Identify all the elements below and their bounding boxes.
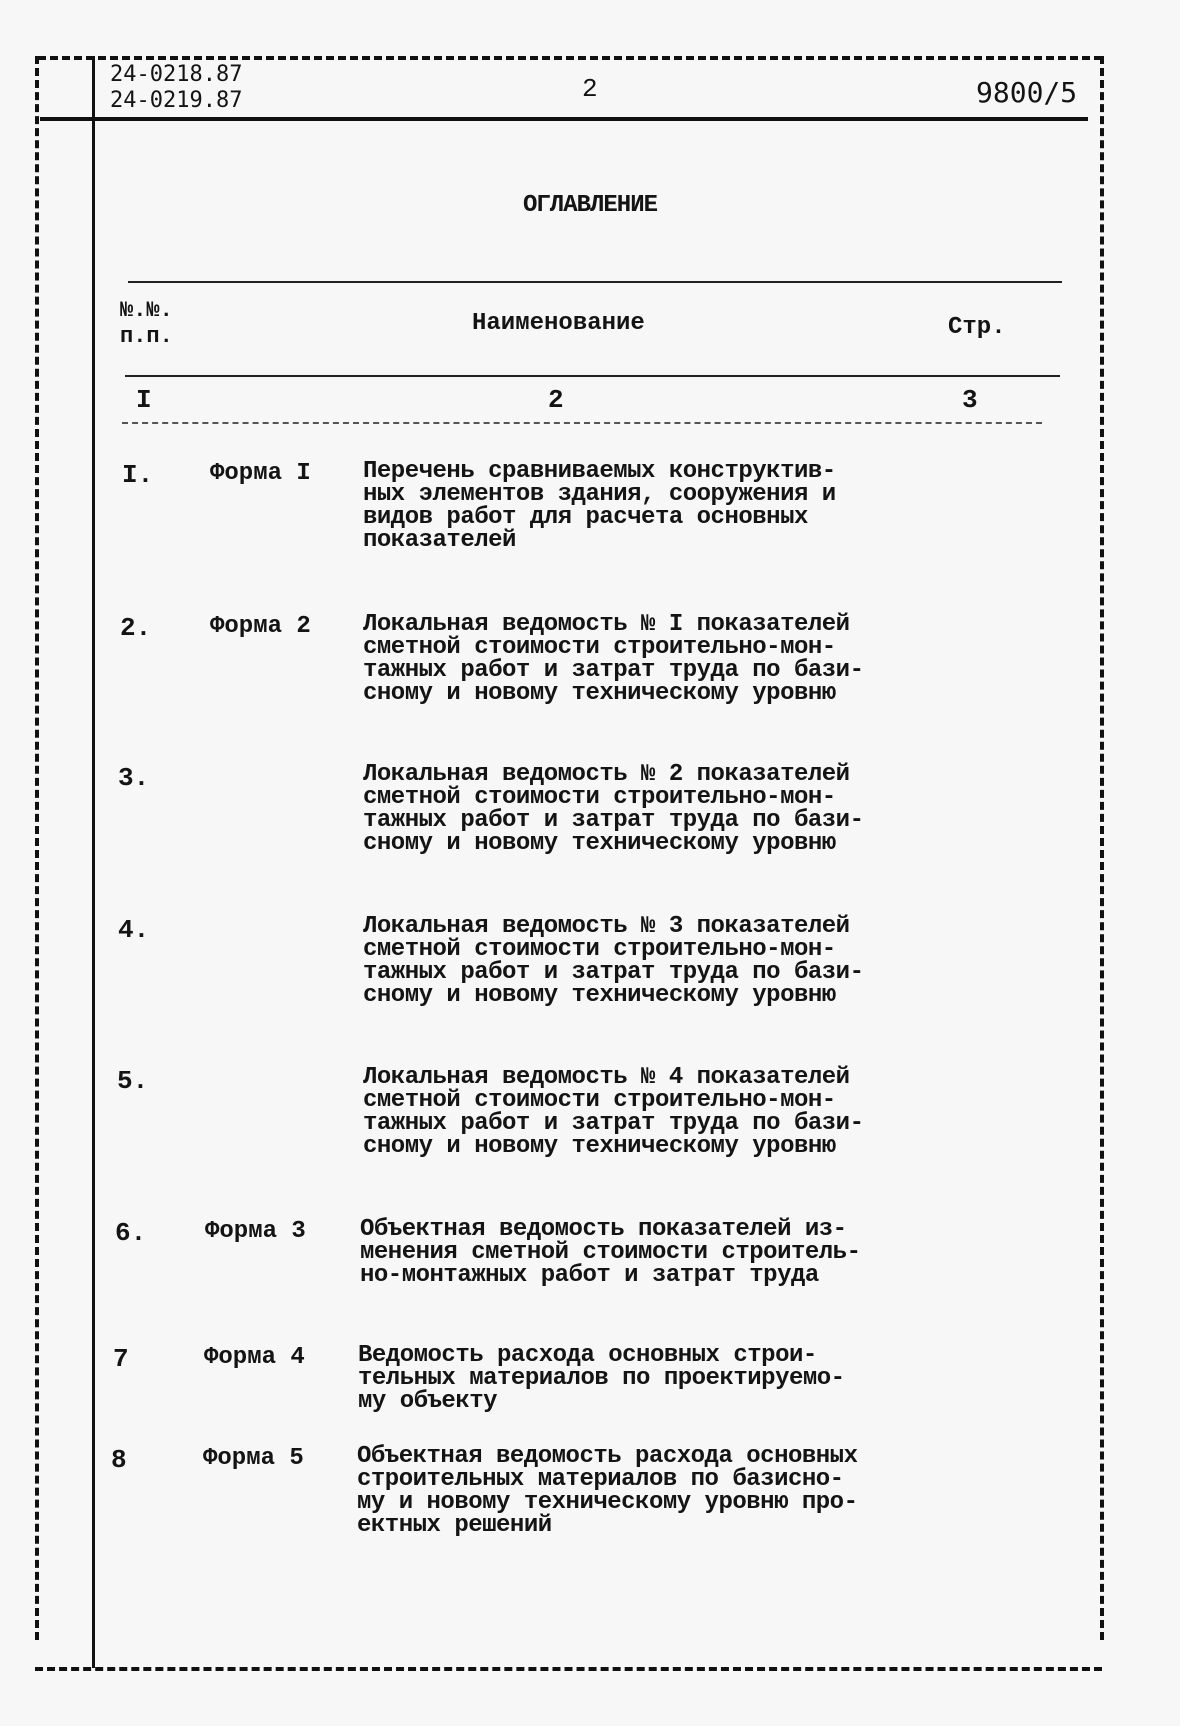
- column-header-number: №.№. п.п.: [120, 298, 173, 349]
- entry-number: 7: [113, 1344, 129, 1374]
- entry-form: Форма I: [210, 460, 311, 487]
- header-rule: [40, 117, 1088, 121]
- document-codes: [110, 62, 242, 114]
- entry-description: Локальная ведомость № 3 показателей сметной стоимости строительно-мон- тажных работ и затрат труда по бази- сному и новому техническому уровню: [363, 913, 864, 1009]
- binding-margin-line: [92, 56, 95, 1668]
- entry-number: I.: [122, 460, 154, 490]
- frame-border-bottom: [35, 1667, 1102, 1671]
- entry-number: 8: [111, 1445, 127, 1475]
- entry-form: Форма 5: [203, 1445, 304, 1472]
- table-rule: [122, 422, 1042, 424]
- page-number: 2: [582, 74, 598, 104]
- entry-description: Объектная ведомость показателей из- менения сметной стоимости строитель- но-монтажных работ и затрат труда: [360, 1216, 861, 1289]
- entry-number: 3.: [118, 763, 150, 793]
- entry-form: Форма 4: [204, 1344, 305, 1371]
- column-index: 3: [962, 385, 978, 415]
- document-code: 24-0218.87: [110, 62, 243, 87]
- entry-number: 5.: [117, 1066, 149, 1096]
- entry-description: Локальная ведомость № 4 показателей сметной стоимости строительно-мон- тажных работ и затрат труда по бази- сному и новому техническому уровню: [363, 1064, 864, 1160]
- entry-description: Ведомость расхода основных строи- тельных материалов по проектируемо- му объекту: [358, 1342, 845, 1415]
- entry-form: Форма 2: [210, 613, 311, 640]
- sheet-number: 9800/5: [976, 76, 1078, 109]
- entry-description: Объектная ведомость расхода основных строительных материалов по базисно- му и новому техническому уровню про- ектных решений: [357, 1443, 858, 1539]
- frame-border-top: [38, 56, 1102, 60]
- frame-border-left: [35, 56, 39, 1640]
- document-code: 24-0219.87: [110, 88, 243, 113]
- entry-number: 2.: [120, 613, 152, 643]
- table-rule: [125, 375, 1060, 377]
- entry-description: Локальная ведомость № 2 показателей сметной стоимости строительно-мон- тажных работ и затрат труда по бази- сному и новому техническому уровню: [363, 761, 864, 857]
- column-header-page: Стр.: [948, 314, 1006, 341]
- entry-number: 6.: [115, 1218, 147, 1248]
- entry-number: 4.: [118, 915, 150, 945]
- column-header-name: Наименование: [472, 310, 645, 337]
- column-index: I: [136, 385, 152, 415]
- entry-description: Перечень сравниваемых конструктив- ных элементов здания, сооружения и видов работ для расчета основных показателей: [363, 458, 836, 554]
- frame-border-right: [1100, 56, 1104, 1640]
- entry-form: Форма 3: [205, 1218, 306, 1245]
- column-index: 2: [548, 385, 564, 415]
- entry-description: Локальная ведомость № I показателей сметной стоимости строительно-мон- тажных работ и затрат труда по бази- сному и новому техническому уровню: [363, 611, 864, 707]
- page-title: ОГЛАВЛЕНИЕ: [522, 192, 658, 219]
- table-rule: [128, 281, 1062, 283]
